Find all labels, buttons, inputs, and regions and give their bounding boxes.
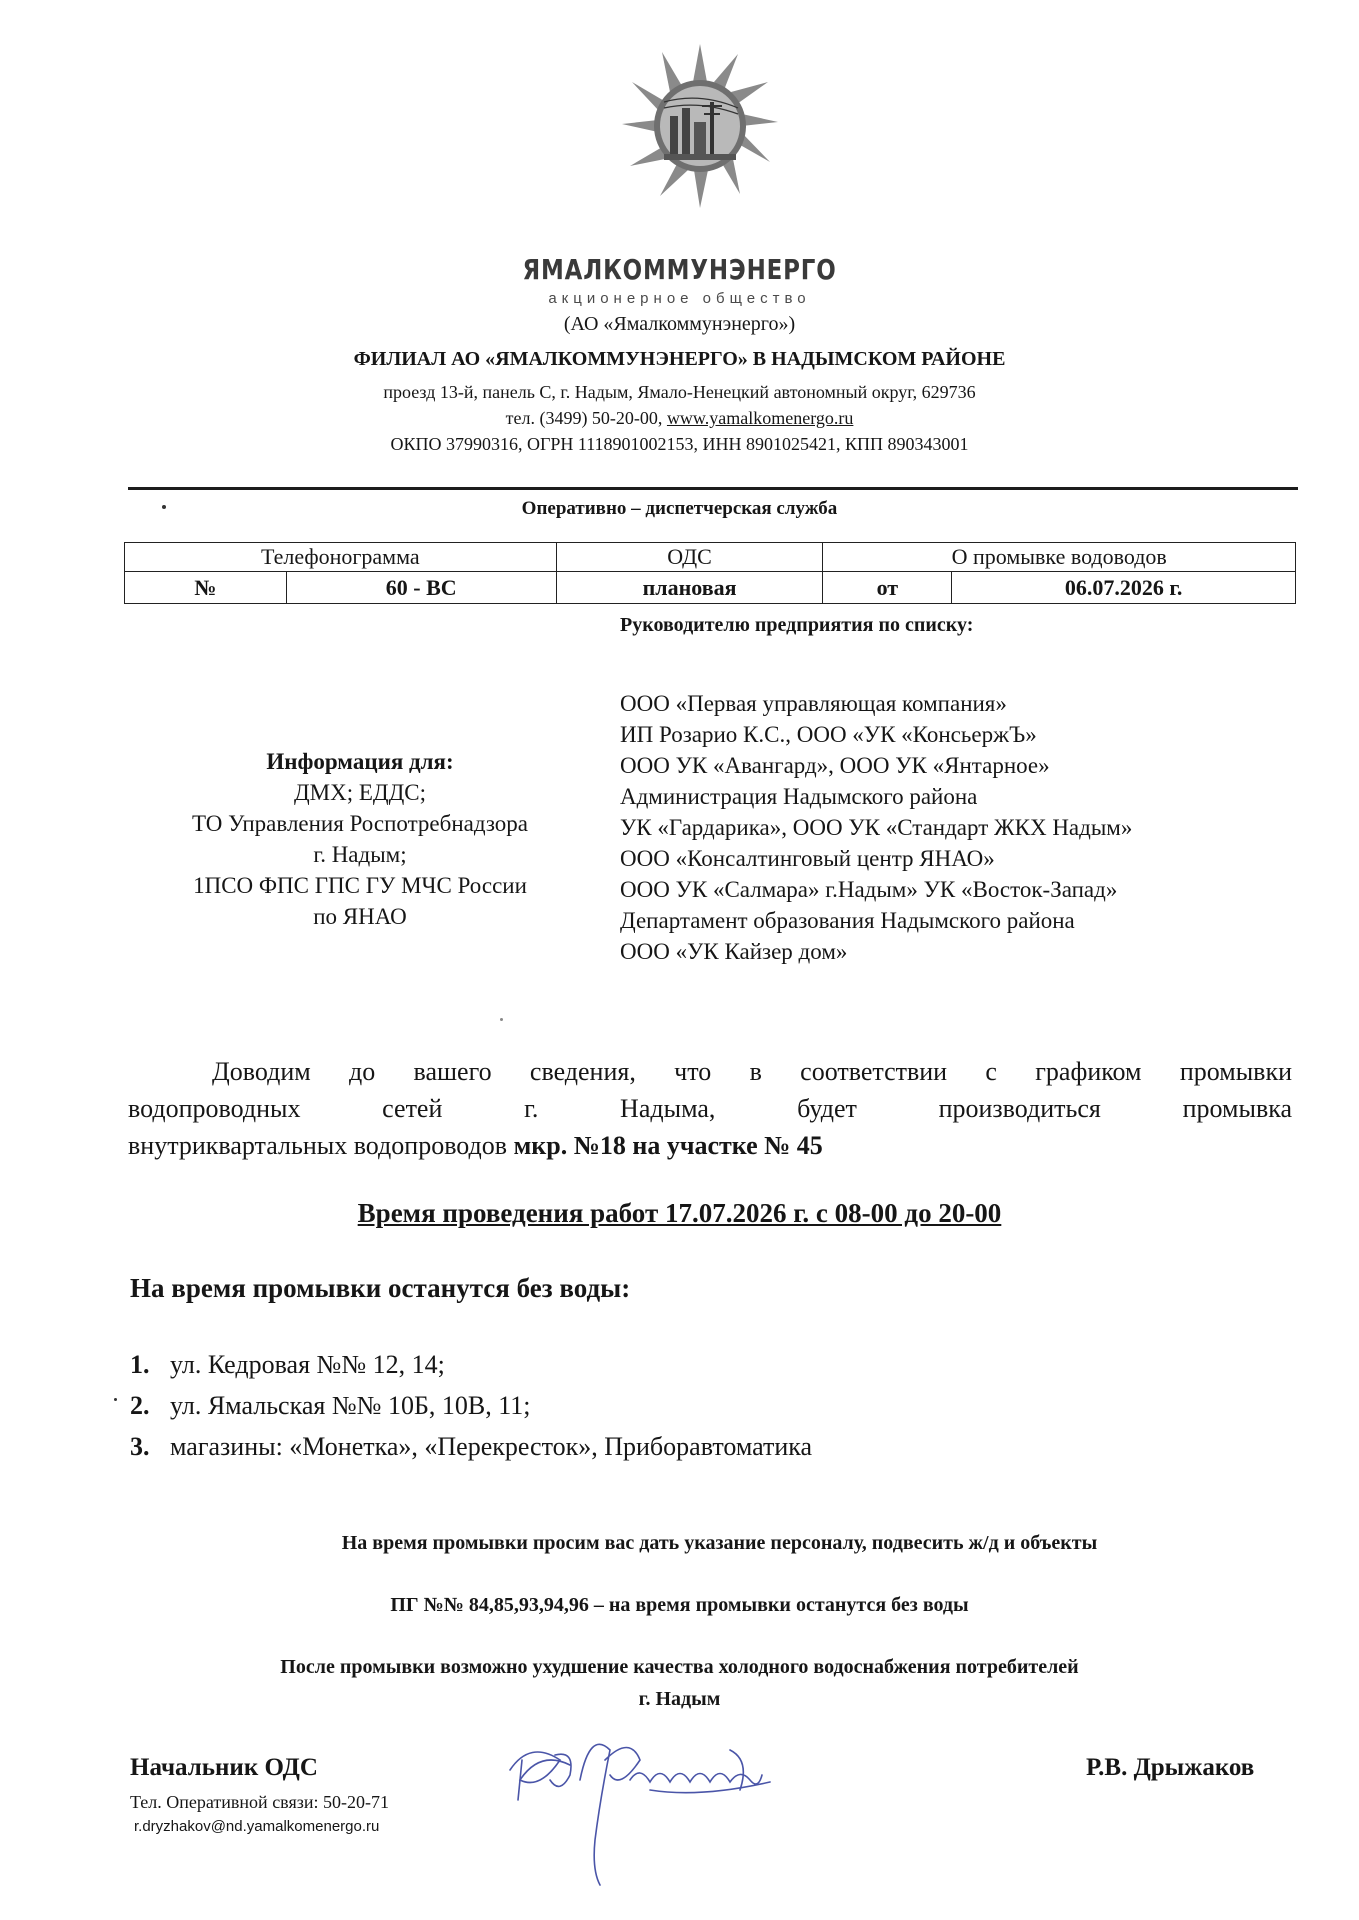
info-line: по ЯНАО xyxy=(313,904,407,929)
list-number: 1. xyxy=(130,1350,150,1379)
organization-item: ИП Розарио К.С., ООО «УК «КонсьержЪ» xyxy=(620,722,1037,747)
notice-hydrants: ПГ №№ 84,85,93,94,96 – на время промывки останутся без воды xyxy=(390,1594,969,1616)
organization-item: ООО «УК Кайзер дом» xyxy=(620,939,848,964)
signatory-name: Р.В. Дрыжаков xyxy=(1086,1754,1255,1781)
info-line: 1ПСО ФПС ГПС ГУ МЧС России xyxy=(193,873,527,898)
company-brand-name: ЯМАЛКОММУНЭНЕРГО xyxy=(522,253,837,286)
list-item xyxy=(130,1344,812,1385)
signatory-role: Начальник ОДС xyxy=(130,1754,318,1781)
no-water-title: На время промывки останутся без воды: xyxy=(130,1273,631,1303)
cell-subject: О промывке водоводов xyxy=(823,543,1296,572)
organization-item: ООО УК «Салмара» г.Надым» УК «Восток-Запад» xyxy=(620,877,1118,902)
organization-item: ООО «Консалтинговый центр ЯНАО» xyxy=(620,846,995,871)
signatory-phone: Тел. Оперативной связи: 50-20-71 xyxy=(130,1792,389,1812)
table-row xyxy=(125,572,1296,604)
info-line: ДМХ; ЕДДС; xyxy=(293,780,427,805)
notice-city: г. Надым xyxy=(638,1688,721,1710)
phone-text: тел. (3499) 50-20-00, xyxy=(505,408,667,428)
organization-item: ООО УК «Авангард», ООО УК «Янтарное» xyxy=(620,753,1050,778)
body-paragraph xyxy=(128,1053,1292,1164)
list-item xyxy=(130,1385,812,1426)
list-item xyxy=(130,1426,812,1467)
organization-item: ООО «Первая управляющая компания» xyxy=(620,691,1007,716)
list-text: ул. Ямальская №№ 10Б, 10В, 11; xyxy=(170,1391,531,1420)
list-text: ул. Кедровая №№ 12, 14; xyxy=(170,1350,445,1379)
cell-type: Телефонограмма xyxy=(125,543,557,572)
info-title: Информация для: xyxy=(266,749,454,774)
list-text: магазины: «Монетка», «Перекресток», Приборавтоматика xyxy=(170,1432,813,1461)
branch-title: ФИЛИАЛ АО «ЯМАЛКОММУНЭНЕРГО» В НАДЫМСКОМ РАЙОНЕ xyxy=(353,348,1006,370)
cell-date: 06.07.2026 г. xyxy=(952,572,1296,604)
telephonogram-table xyxy=(124,542,1296,604)
body-line xyxy=(128,1127,1292,1164)
scan-speck xyxy=(114,1398,117,1401)
body-line: Доводим до вашего сведения, что в соответствии с графиком промывки xyxy=(212,1057,1292,1086)
branch-address: проезд 13-й, панель С, г. Надым, Ямало-Ненецкий автономный округ, 629736 xyxy=(383,382,976,402)
scan-speck xyxy=(500,1018,503,1021)
info-line: г. Надым; xyxy=(313,842,407,867)
cell-number: 60 - ВС xyxy=(286,572,556,604)
company-logo-icon xyxy=(620,42,780,212)
notice-instruction: На время промывки просим вас дать указание персоналу, подвесить ж/д и объекты xyxy=(341,1532,1098,1554)
organization-item: Департамент образования Надымского района xyxy=(620,908,1075,933)
branch-contacts xyxy=(0,408,1359,429)
list-number: 3. xyxy=(130,1432,150,1461)
registry-codes: ОКПО 37990316, ОГРН 1118901002153, ИНН 8901025421, КПП 890343001 xyxy=(390,434,969,454)
company-brand-subtitle: акционерное общество xyxy=(548,290,811,307)
header-divider xyxy=(128,487,1298,490)
organization-item: УК «Гардарика», ООО УК «Стандарт ЖКХ Надым» xyxy=(620,815,1133,840)
list-number: 2. xyxy=(130,1391,150,1420)
cell-kind: плановая xyxy=(556,572,823,604)
work-time: Время проведения работ 17.07.2026 г. с 08-00 до 20-00 xyxy=(357,1198,1002,1228)
info-block xyxy=(120,746,600,932)
organization-item: Администрация Надымского района xyxy=(620,784,978,809)
body-line: водопроводных сетей г. Надыма, будет производиться промывка xyxy=(128,1094,1292,1123)
handwritten-signature-icon xyxy=(500,1720,840,1890)
cell-number-label: № xyxy=(125,572,287,604)
body-location: мкр. №18 на участке № 45 xyxy=(513,1131,823,1160)
organizations-list xyxy=(620,688,1132,967)
table-row xyxy=(125,543,1296,572)
info-line: ТО Управления Роспотребнадзора xyxy=(192,811,528,836)
notice-quality: После промывки возможно ухудшение качества холодного водоснабжения потребителей xyxy=(280,1656,1079,1678)
company-short-name: (АО «Ямалкоммунэнерго») xyxy=(563,313,796,335)
addressee-heading: Руководителю предприятия по списку: xyxy=(620,614,974,636)
service-name: Оперативно – диспетчерская служба xyxy=(521,498,838,519)
body-text: внутриквартальных водопроводов xyxy=(128,1131,514,1160)
website-link[interactable]: www.yamalkomenergo.ru xyxy=(666,408,854,428)
cell-department: ОДС xyxy=(556,543,823,572)
no-water-list xyxy=(130,1344,812,1467)
cell-date-label: от xyxy=(823,572,952,604)
signatory-email[interactable]: r.dryzhakov@nd.yamalkomenergo.ru xyxy=(134,1818,380,1835)
